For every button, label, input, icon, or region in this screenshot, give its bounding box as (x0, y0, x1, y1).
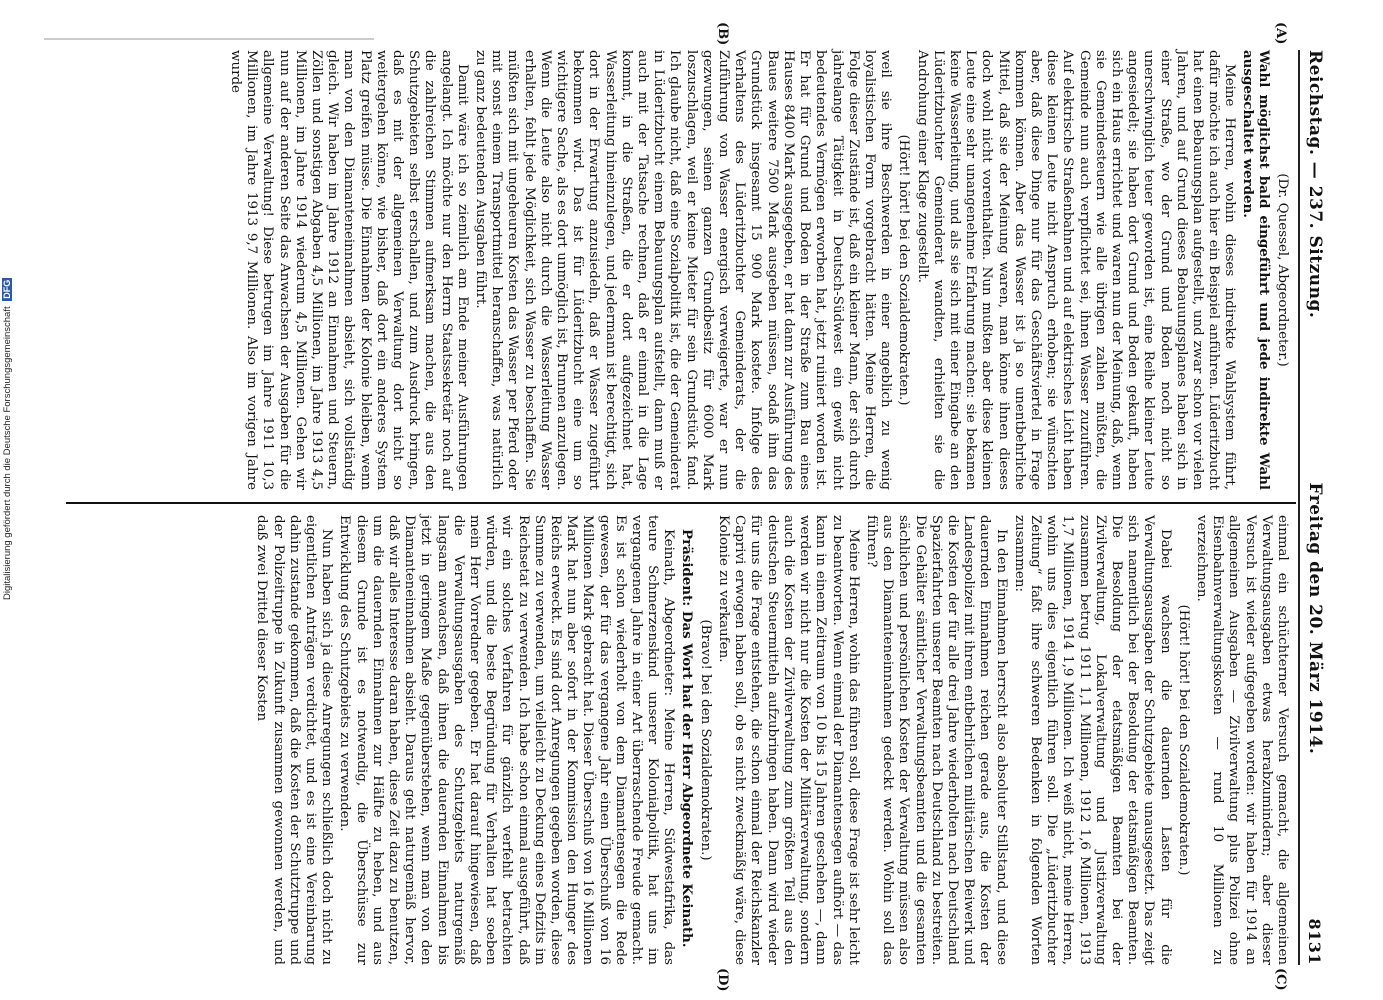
speaker-note: (Dr. Quessel, Abgeordneter.) (1275, 173, 1290, 367)
paragraph: Dabei wachsen die dauernden Lasten für die Verwaltungsausgaben der Schutzgebiete unausgesetzt. Das zeigt sich namentlich bei der Besoldung der etatsmäßigen Beamten. Die Besoldung der etatsmäßigen Beamten bei der Zivilverwaltung, Lokalverwaltung und Justizverwaltung zusammen betrug 1911 1,1 Millionen, 1912 1,6 Millionen, 1913 1,7 Millionen, 1914 1,9 Millionen. Ich weiß nicht, meine Herren, wohin uns dies eigentlich führen soll. Die „Lüderitzbuchter Zeitung“ faßt ihre schweren Bedenken in folgenden Worten zusammen: (1011, 515, 1173, 965)
paragraph: einmal ein schüchterner Versuch gemacht, die allgemeinen Verwaltungsausgaben etwas herabzumindern; aber dieser Versuch ist wieder aufgegeben worden: wir haben für 1914 an allgemeinen Ausgaben — Zivilverwaltung plus Polizei ohne Eisenbahnverwaltungskosten — rund 10 Millionen zu verzeichnen. (1193, 515, 1290, 965)
interjection: (Bravo! bei den Sozialdemokraten.) (697, 619, 713, 861)
president-statement: Präsident: Das Wort hat der Herr Abgeordnete Keinath. (678, 529, 695, 948)
left-column (225, 50, 1290, 490)
column-divider (66, 502, 1296, 504)
paragraph: Damit wäre ich so ziemlich am Ende meiner Ausführungen angelangt. Ich möchte nur den Herrn Staatssekretär noch auf die zahlreichen Stimmen aufmerksam machen, die aus den Schutzgebieten selbst erschallen, und zum Ausdruck bringen, daß es mit der allgemeinen Verwaltung dort nicht so weitergehen könne, wie bisher, daß dort ein anderes System Platz greifen müsse. Die Einnahmen der Kolonie bleiben, wenn man von den Diamanteneinnahmen absieht, sich vollständig gleich. Wir haben im Jahre 1912 an Einnahmen und Steuern, Zöllen und sonstigen Abgaben 4,5 Millionen, im Jahre 1913 4,5 Millionen, im Jahre 1914 wiederum 4,5 Millionen. Gehen wir nun auf der anderen Seite das Anwachsen der Ausgaben für die allgemeine Verwaltung! Diese betrugen im Jahre 1911 10,3 Millionen, im Jahre 1913 9,7 Millionen. Also im vorigen Jahre wurde (228, 50, 470, 490)
paragraph: Nun haben sich ja diese Anregungen schließlich doch nicht zu eigentlichen Anträgen verdichtet, und es ist eine Vereinbarung dahin zustande gekommen, daß die Kosten der Schutztruppe und der Polizeitruppe in Zukunft zusammen gewonnen werden, und daß zwei Drittel dieser Kosten (254, 515, 335, 965)
marker-d: (D) (715, 968, 730, 992)
paragraph: Meine Herren, wohin dieses indirekte Wahlsystem führt, dafür möchte ich auch hier ein Beispiel anführen. Lüderitzbucht hat einen Bebauungsplan aufgestellt, und zwar schon vor vielen Jahren, und auf Grund dieses Bebauungsplanes haben sich in einer Straße, wo der Grund und Boden noch nicht so unerschwinglich teuer geworden ist, eine Reihe kleiner Leute angesiedelt; sie haben dort Grund und Boden gekauft, haben sich ein Haus errichtet und waren nun der Meinung, daß, wenn sie Gemeindesteuern wie alle übrigen zahlen müßten, die Gemeinde nun auch verpflichtet sei, ihnen Wasser zuzuführen. Auf elektrische Straßenbahnen und auf elektrisches Licht haben diese kleinen Leute nicht Anspruch erhoben; sie wünschten aber, daß diese Dinge nur für das Geschäftsviertel in Frage kommen können. Aber das Wasser ist ja so unentbehrliche Mittel, daß sie der Meinung waren, man könne ihnen dieses doch wohl nicht vorenthalten. Nun mußten aber diese kleinen Leute eine sehr unangenehme Erfahrung machen: sie bekamen keine Wasserleitung, und als sie sich mit einer Eingabe an den Lüderitzbuchter Gemeinderat wandten, erhielten sie die Androhung einer Klage zugestellt. (914, 50, 1238, 490)
dfg-logo: DFG (2, 279, 12, 299)
rotated-page (65, 22, 1330, 992)
header-session: Reichstag. — 237. Sitzung. (1305, 50, 1325, 319)
paragraph: Keinath, Abgeordneter: Meine Herren, Südwestafrika, das teure Schmerzenskind unserer Kolonialpolitik, hat uns im vergangenen Jahre in einer Art überraschende Freude gemacht. Es ist schon wiederholt von dem Diamantensegen die Rede gewesen, der für das vergangene Jahr einen Überschuß von 16 Millionen Mark gebracht hat. Dieser Überschuß von 16 Millionen Mark hat nun aber sofort in der Kommission den Hunger des Reichs erweckt. Es sind dort Anregungen gegeben worden, diese Summe zu verwenden, um vielleicht zu Deckung eines Defizits im Reichsetat zu verwenden. Ich habe schon einmal ausgeführt, daß wir ein solches Verfahren für gänzlich verfehlt betrachten würden, und die beste Begründung für Verhalten hat soeben mein Herr Vorredner gegeben. Er hat darauf hingewiesen, daß die Verwaltungsausgaben des Schutzgebiets naturgemäß langsam anwachsen, daß ihnen die dauernden Einnahmen bis jetzt in geringem Maße gegenüberstehen, wenn man von den Diamanteneinnahmen absieht. Daraus geht naturgemäß hervor, daß wir alles Interesse daran haben, diese Zeit dazu zu benutzen, um die dauernden Einnahmen zur Hälfte zu heben, und aus diesem Grunde ist es notwendig, die Überschüsse zur Entwicklung des Schutzgebiets zu verwenden. (337, 515, 677, 965)
right-column (251, 515, 1290, 965)
paragraph: Meine Herren, wohin das führen soll, diese Frage ist sehr leicht zu beantworten. Wenn einmal der Diamantensegen aufhört — das kann in einem Zeitraum von 10 bis 15 Jahren geschehen —, dann werden wir nicht nur die Kosten der Militärverwaltung, sondern auch die Kosten der Zivilverwaltung zum größten Teil aus den deutschen Steuermitteln aufzubringen haben. Dann wird wieder für uns die Frage entstehen, die schon einmal der Reichskanzler Caprivi erwogen haben soll, ob es nicht zweckmäßig wäre, diese Kolonie zu verkaufen. (716, 515, 861, 965)
marker-c: (C) (1273, 968, 1288, 991)
interjection: (Hört! hört! bei den Sozialdemokraten.) (1175, 604, 1191, 876)
credit-text: Digitalisierung gefördert durch die Deutsche Forschungsgemeinschaft (2, 306, 13, 600)
marker-a: (A) (1273, 22, 1288, 45)
paragraph: weil sie ihre Beschwerden in einer angeblich zu wenig loyalistischen Form vorgebracht hätten. Meine Herren, die Folge dieser Zustände ist, daß ein kleiner Mann, der sich durch jahrelange Tätigkeit in Deutsch-Südwest ein gewiß nicht bedeutendes Vermögen erworben hat, jetzt ruiniert worden ist. Er hat für Grund und Boden in der Straße zum Bau eines Hauses 8400 Mark ausgegeben, er hat dann zur Ausführung des Baues weitere 7500 Mark ausgeben müssen, sodaß ihm das Grundstück insgesamt 15 900 Mark kostete. Infolge des Verhaltens des Lüderitzbuchter Gemeinderats, der die Zuführung von Wasser energisch verweigerte, war er nun gezwungen, seinen ganzen Grundbesitz für 6000 Mark loszuschlagen, weil er keine Mieter für sein Grundstück fand. Ich glaube nicht, daß eine Sozialpolitik ist, die der Gemeinderat in Lüderitzbucht einem Bebauungsplan aufstellt, dann muß er auch mit der Tatsache rechnen, daß er einmal in die Lage kommt, in die Straßen, die er dort aufgezeichnet hat, Wasserleitung hineinzulegen, und jedermann ist berechtigt, sich dort in der Erwartung anzusiedeln, daß er Wasser zugeführt bekommen wird. Das ist für Lüderitzbucht eine um so wichtigere Sache, als es dort unmöglich ist, Brunnen anzulegen. Wenn die Leute also nicht durch die Wasserleitung Wasser erhalten, fehlt jede Möglichkeit, sich Wasser zu beschaffen. Sie müßten sich mit ungeheuren Kosten das Wasser per Pferd oder mit sonst einem Transportmittel heranschaffen, was natürlich zu ganz bedeutenden Ausgaben führt. (473, 50, 894, 490)
page-number: 8131 (1305, 918, 1325, 965)
quotation: In den Einnahmen herrscht also absoluter Stillstand, und diese dauernden Einnahmen reichen gerade aus, die Kosten der Landespolizei mit ihrem entbehrlichen militärischen Beiwerk und die Kosten der für alle drei Jahre wiederholten nach Deutschland Spazierfahrten unserer Beamten nach Deutschland zu bestreiten. Die Gehälter sämtlicher Verwaltungsbeamten und die gesamten sächlichen und persönlichen Kosten der Verwaltung müssen also aus den Diamanteneinnahmen gedeckt werden. Wohin soll das führen? (863, 515, 1009, 965)
scan-artifact-line (44, 38, 374, 40)
paragraph: Wahl möglichst bald eingeführt und jede indirekte Wahl ausgeschaltet werden. (1239, 50, 1272, 490)
marker-b: (B) (715, 22, 730, 46)
digitization-credit (2, 200, 16, 600)
page-header (1298, 50, 1330, 965)
header-date: Freitag den 20. März 1914. (1305, 482, 1325, 755)
interjection: (Hört! hört! bei den Sozialdemokraten.) (896, 134, 912, 406)
